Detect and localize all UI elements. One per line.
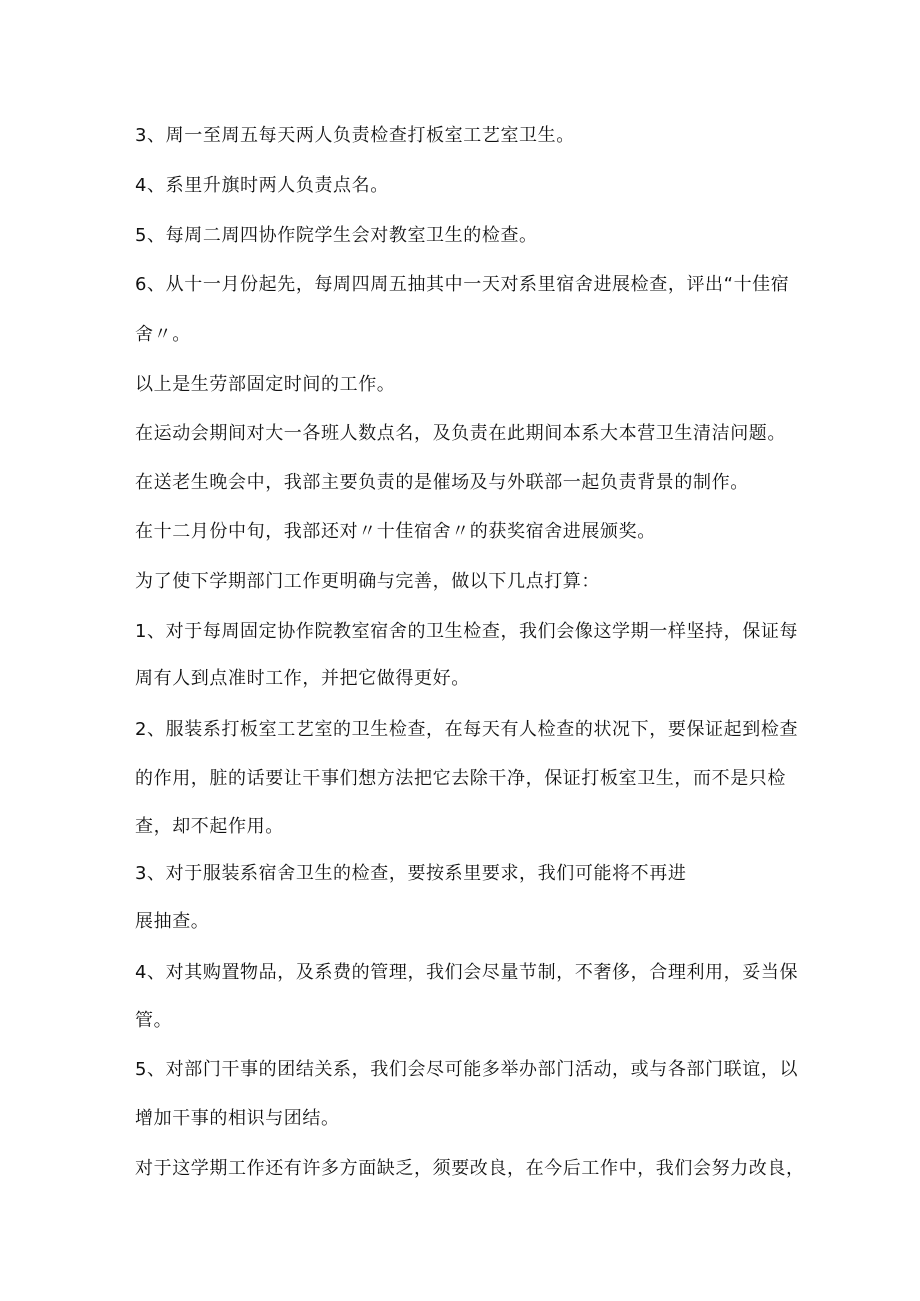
text-line: 1、对于每周固定协作院教室宿舍的卫生检查，我们会像这学期一样坚持，保证每 [135,621,799,642]
text-line: 查，却不起作用。 [135,816,284,837]
text-line: 为了使下学期部门工作更明确与完善，做以下几点打算： [135,571,600,592]
text-line: 4、系里升旗时两人负责点名。 [135,175,389,196]
text-line: 对于这学期工作还有许多方面缺乏，须要改良，在今后工作中，我们会努力改良， [135,1158,805,1179]
text-line: 在送老生晚会中，我部主要负责的是催场及与外联部一起负责背景的制作。 [135,472,749,493]
text-line: 5、对部门干事的团结关系，我们会尽可能多举办部门活动，或与各部门联谊，以 [135,1059,799,1080]
text-line: 2、服装系打板室工艺室的卫生检查，在每天有人检查的状况下，要保证起到检查 [135,719,799,740]
text-line: 周有人到点准时工作，并把它做得更好。 [135,668,470,689]
text-line: 3、对于服装系宿舍卫生的检查，要按系里要求，我们可能将不再进 [135,863,687,884]
text-line: 以上是生劳部固定时间的工作。 [135,374,396,395]
text-line: 6、从十一月份起先，每周四周五抽其中一天对系里宿舍进展检查，评出“十佳宿 [135,274,790,295]
text-line: 4、对其购置物品，及系费的管理，我们会尽量节制，不奢侈，合理利用，妥当保 [135,962,799,983]
text-line: 在运动会期间对大一各班人数点名，及负责在此期间本系大本营卫生清洁问题。 [135,423,786,444]
text-line: 管。 [135,1010,173,1031]
text-line: 在十二月份中旬，我部还对〃十佳宿舍〃的获奖宿舍进展颁奖。 [135,521,656,542]
text-line: 5、每周二周四协作院学生会对教室卫生的检查。 [135,225,538,246]
text-line: 3、周一至周五每天两人负责检查打板室工艺室卫生。 [135,125,575,146]
text-line: 展抽查。 [135,911,210,932]
text-line: 增加干事的相识与团结。 [135,1108,340,1129]
text-line: 的作用，脏的话要让干事们想方法把它去除干净，保证打板室卫生，而不是只检 [135,768,786,789]
text-line: 舍〃。 [135,324,191,345]
